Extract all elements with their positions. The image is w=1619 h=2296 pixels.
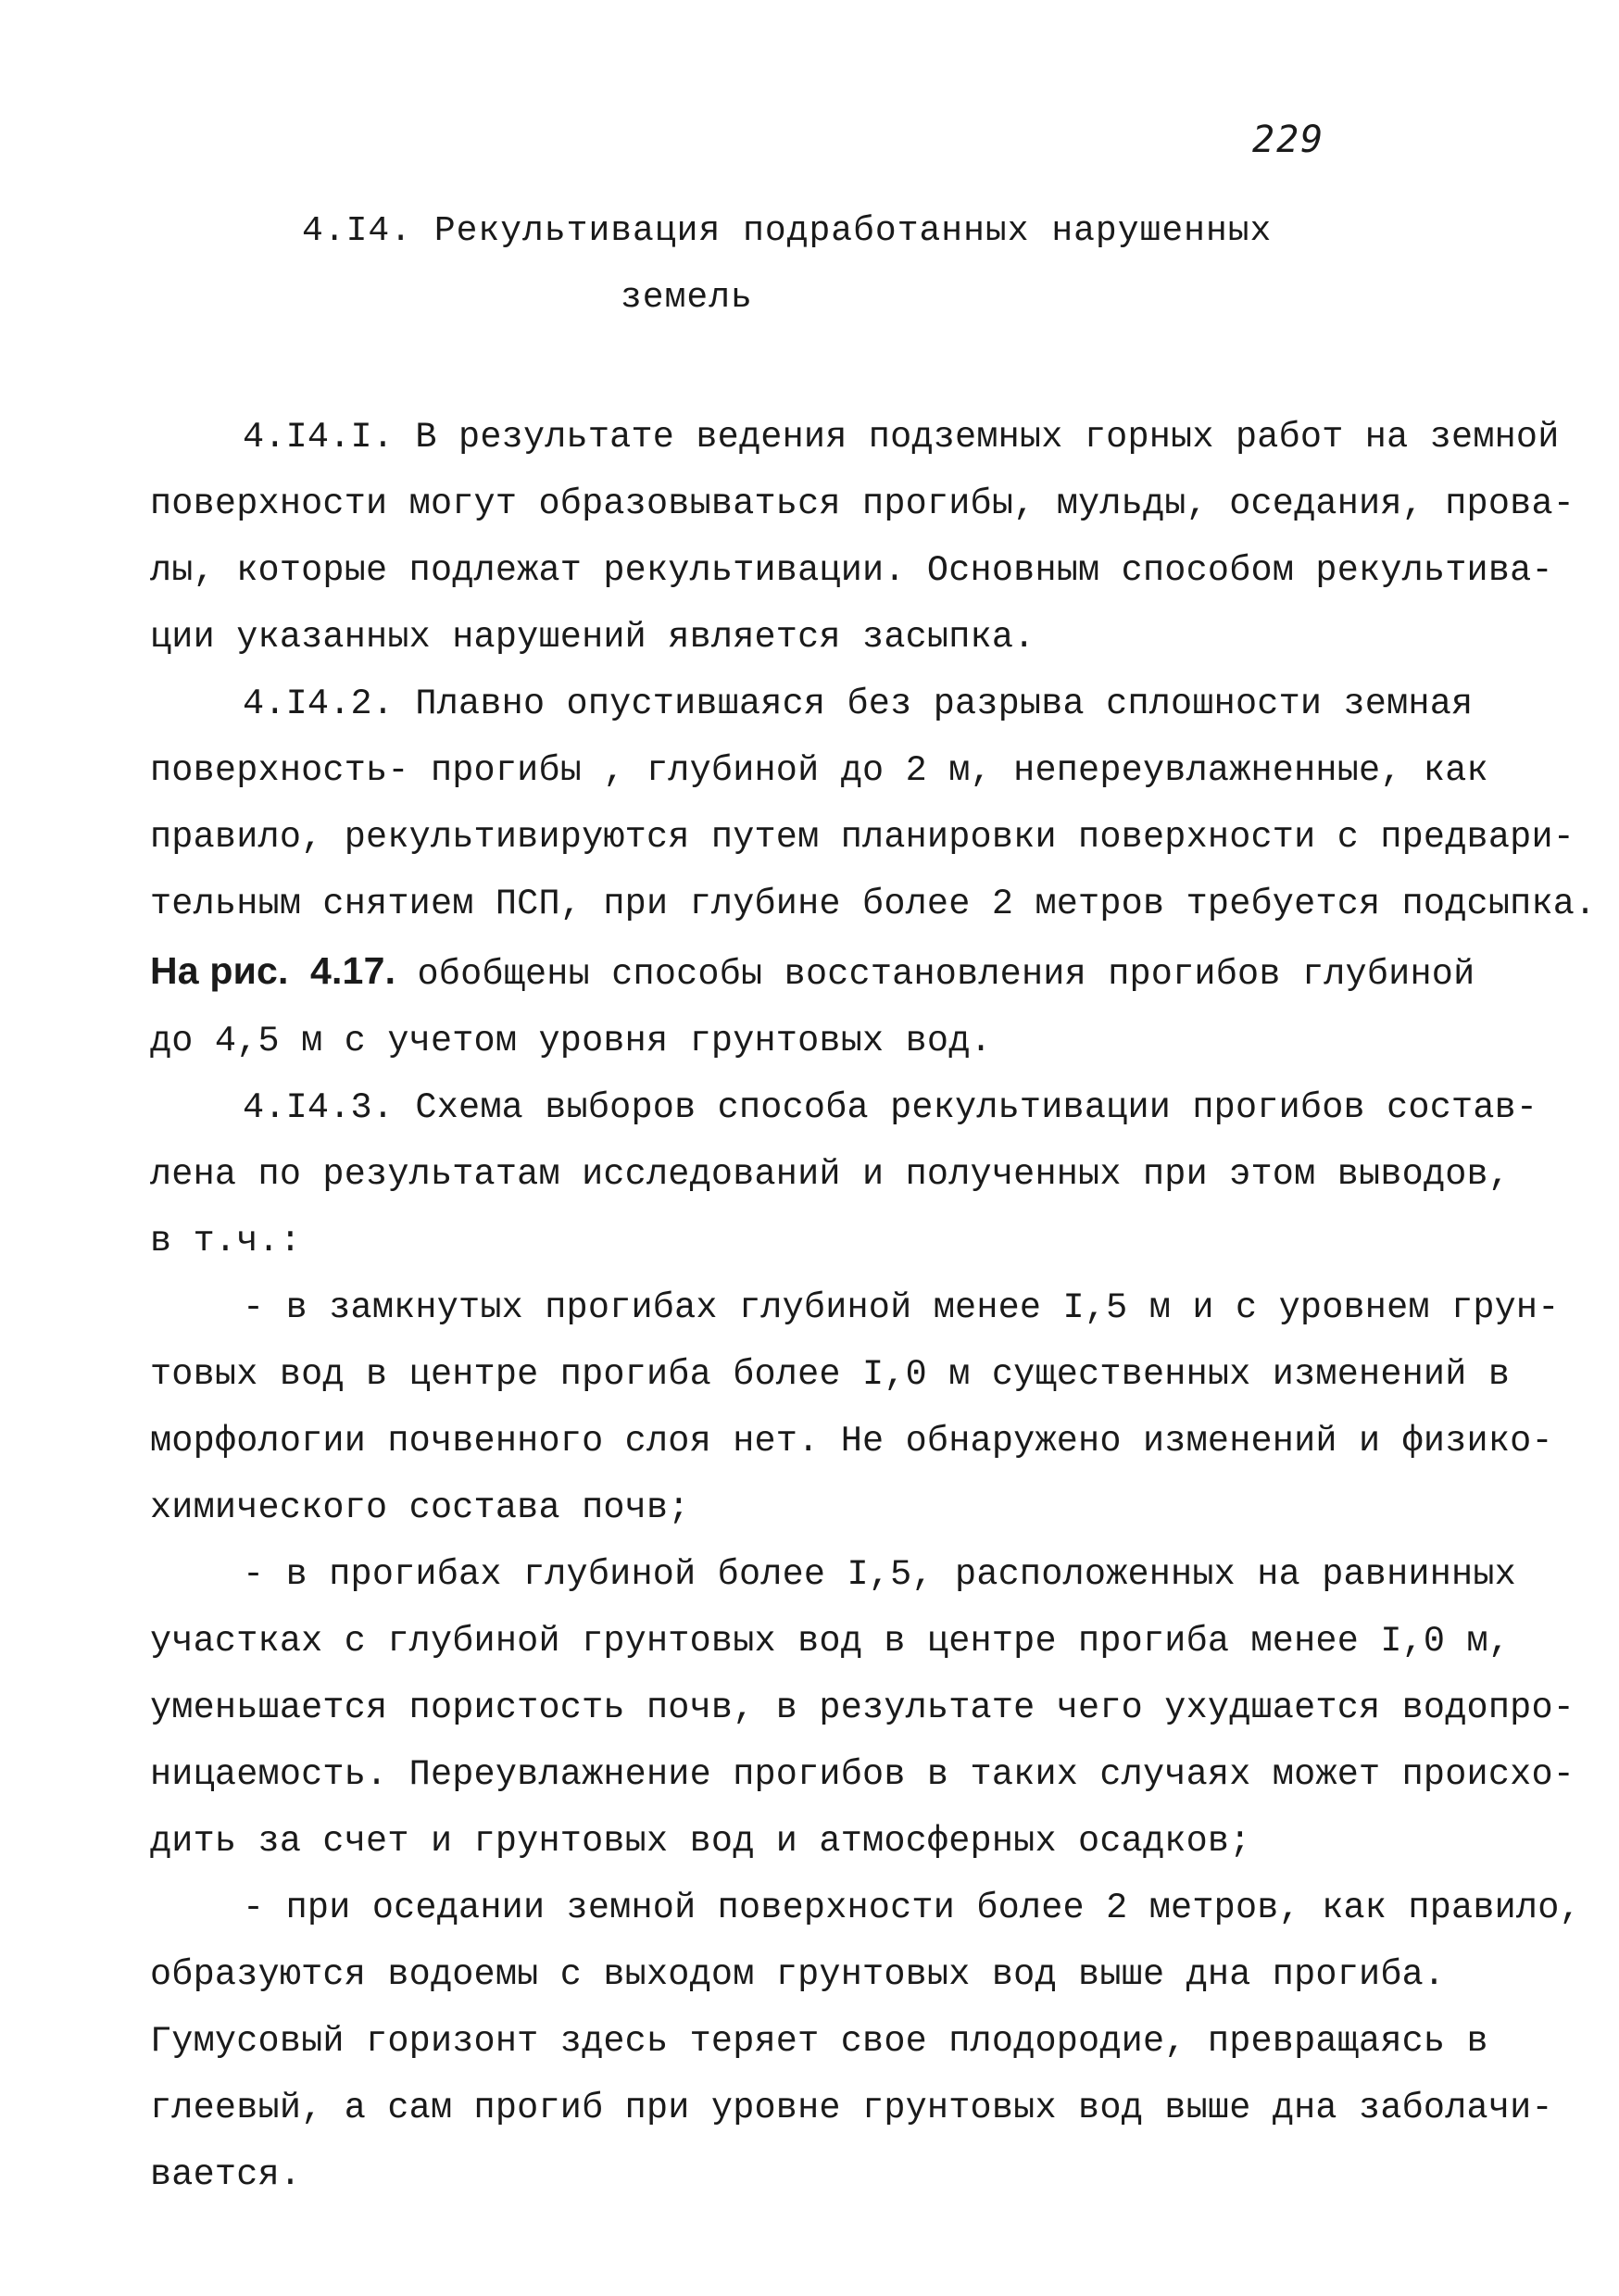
text-line: поверхности могут образовываться прогибы, мульды, оседания, прова-: [150, 483, 1575, 524]
text-line: лена по результатам исследований и полученных при этом выводов,: [150, 1154, 1511, 1195]
text-line: химического состава почв;: [150, 1487, 690, 1528]
body-text: [150, 404, 1597, 2208]
text-line-with-insert: [150, 937, 1484, 1008]
text-line: вается.: [150, 2154, 302, 2195]
paragraph-4-14-1: [150, 404, 1575, 671]
text-line: ции указанных нарушений является засыпка.: [150, 617, 1035, 658]
text-line: правило, рекультивируются путем планировки поверхности с предвари-: [150, 817, 1575, 858]
section-title-line1: 4.I4. Рекультивация подработанных нарушенных: [302, 211, 1273, 251]
text-line: до 4,5 м с учетом уровня грунтовых вод.: [150, 1021, 992, 1061]
text-line: лы, которые подлежат рекультивации. Основным способом рекультива-: [150, 550, 1553, 591]
text-line: 4.I4.I. В результате ведения подземных горных работ на земной: [243, 417, 1560, 458]
text-line: тельным снятием ПСП, при глубине более 2 метров требуется подсыпка.: [150, 884, 1597, 924]
list-item-deep-deflections: [150, 1541, 1575, 1875]
list-item-closed-deflections: [150, 1274, 1560, 1541]
text-line: ницаемость. Переувлажнение прогибов в таких случаях может происхо-: [150, 1754, 1575, 1795]
text-line: - при оседании земной поверхности более 2 метров, как правило,: [243, 1888, 1581, 1928]
text-line: дить за счет и грунтовых вод и атмосферных осадков;: [150, 1821, 1251, 1862]
text-line: уменьшается пористость почв, в результате чего ухудшается водопро-: [150, 1687, 1575, 1728]
text-line: - в замкнутых прогибах глубиной менее I,5 м и с уровнем грун-: [243, 1287, 1560, 1328]
text-line: товых вод в центре прогиба более I,0 м существенных изменений в: [150, 1354, 1511, 1395]
handwritten-figure-ref: 4.17.: [309, 949, 396, 992]
text-line: в т.ч.:: [150, 1221, 302, 1261]
text-line: образуются водоемы с выходом грунтовых вод выше дна прогиба.: [150, 1954, 1446, 1995]
text-line: Гумусовый горизонт здесь теряет свое плодородие, превращаясь в: [150, 2021, 1488, 2062]
list-item-subsidence: [150, 1875, 1581, 2208]
paragraph-4-14-3: [150, 1074, 1538, 1274]
paragraph-4-14-2: [150, 671, 1597, 1074]
text-line-rest: обобщены способы восстановления прогибов глубиной: [417, 954, 1475, 995]
text-line: - в прогибах глубиной более I,5, расположенных на равнинных: [243, 1554, 1516, 1595]
page-number: 229: [1252, 119, 1325, 161]
handwritten-insert-prefix: На рис.: [150, 949, 289, 992]
text-line: 4.I4.3. Схема выборов способа рекультивации прогибов состав-: [243, 1087, 1538, 1128]
text-line: участках с глубиной грунтовых вод в центре прогиба менее I,0 м,: [150, 1621, 1511, 1662]
section-title-line2: земель: [621, 278, 753, 318]
text-line: поверхность- прогибы , глубиной до 2 м, непереувлажненные, как: [150, 750, 1488, 791]
text-line: 4.I4.2. Плавно опустившаяся без разрыва сплошности земная: [243, 684, 1474, 724]
text-line: морфологии почвенного слоя нет. Не обнаружено изменений и физико-: [150, 1421, 1553, 1462]
text-line: глеевый, а сам прогиб при уровне грунтовых вод выше дна заболачи-: [150, 2088, 1553, 2128]
